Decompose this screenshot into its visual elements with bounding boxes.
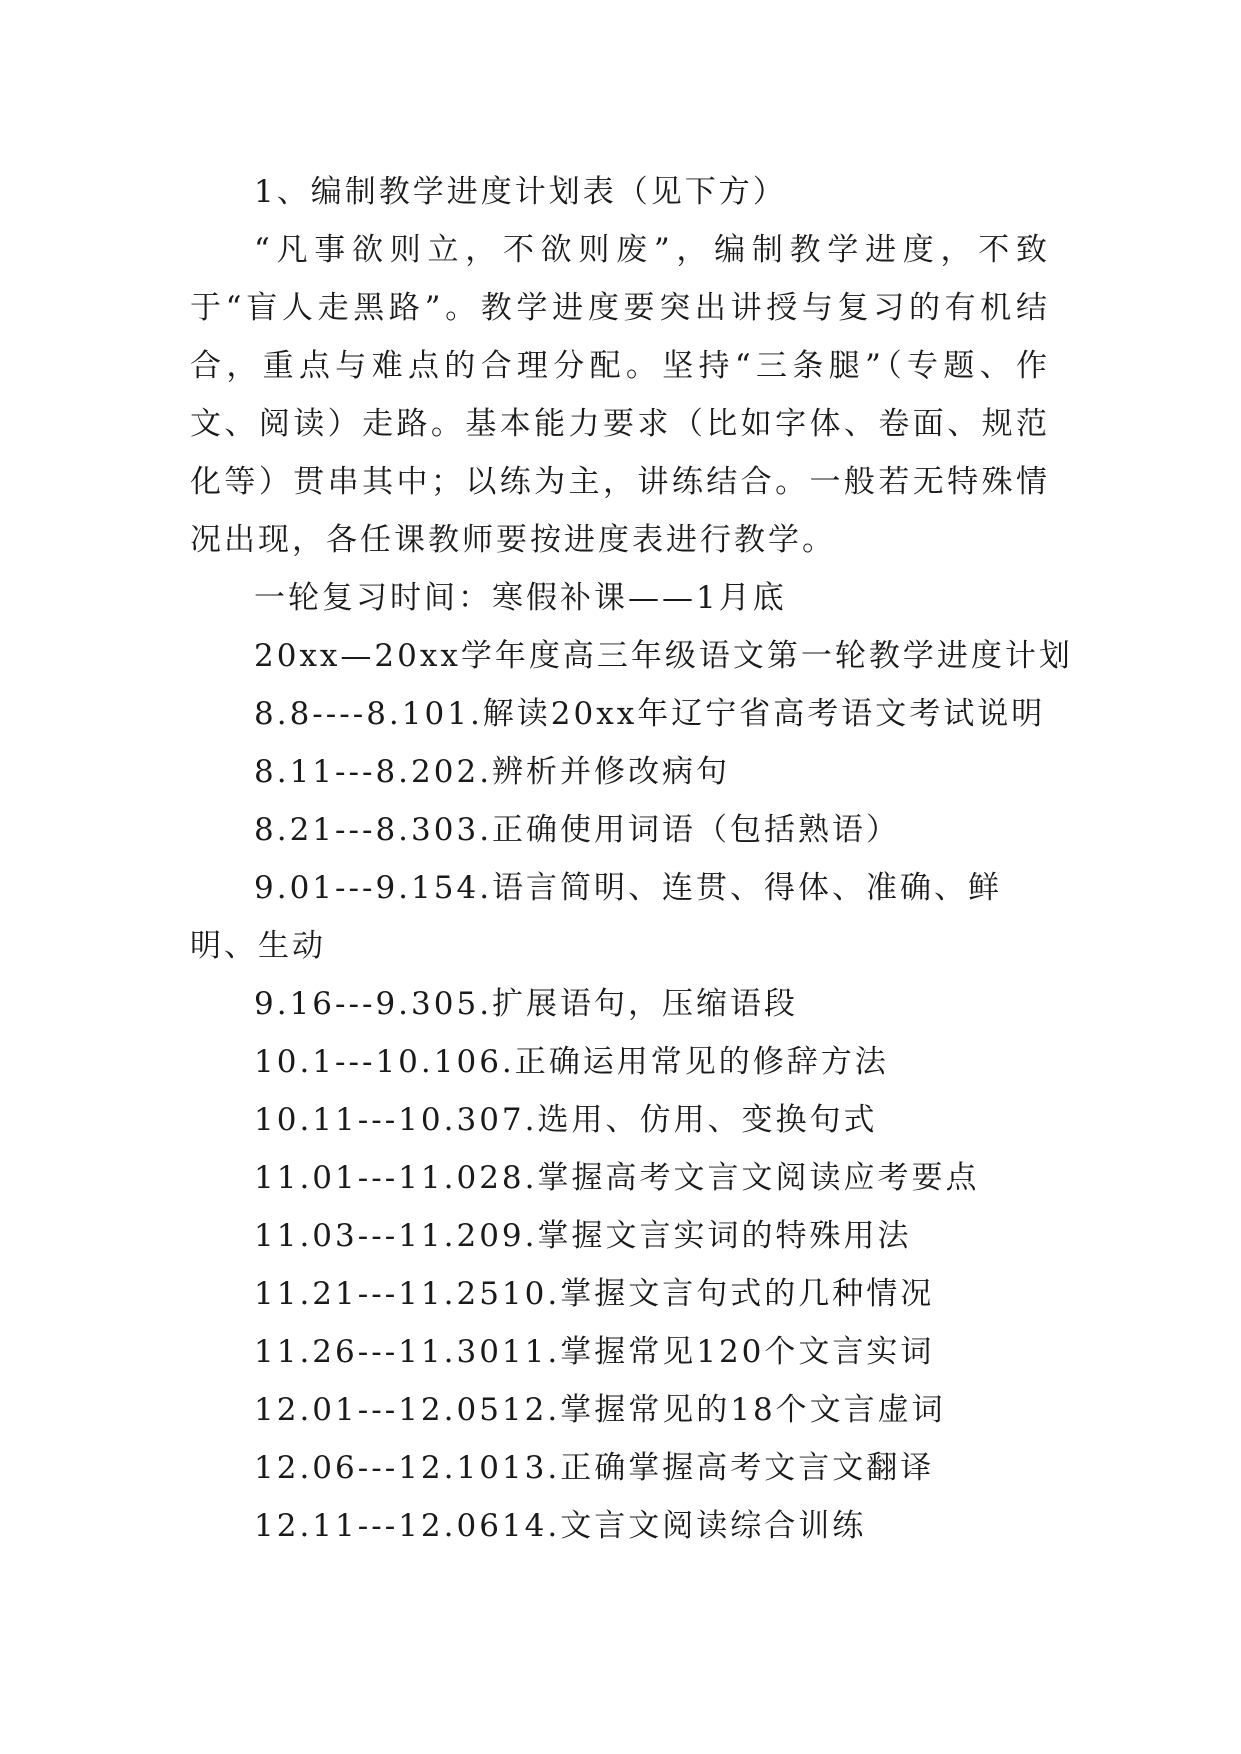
document-body — [190, 163, 1073, 1555]
schedule-item: 12.06---12.1013.正确掌握高考文言文翻译 — [254, 1450, 935, 1486]
schedule-item: 8.8----8.101.解读20xx年辽宁省高考语文考试说明 — [254, 696, 1046, 732]
review-time: 一轮复习时间：寒假补课——1月底 — [254, 580, 787, 616]
schedule-item: 12.11---12.0614.文言文阅读综合训练 — [254, 1508, 867, 1544]
schedule-item: 8.21---8.303.正确使用词语（包括熟语） — [254, 812, 901, 848]
schedule-item: 11.21---11.2510.掌握文言句式的几种情况 — [254, 1276, 935, 1312]
schedule-item: 10.11---10.307.选用、仿用、变换句式 — [254, 1102, 878, 1138]
intro-paragraph: “凡事欲则立，不欲则废”，编制教学进度，不致于“盲人走黑路”。教学进度要突出讲授与复习的有机结合，重点与难点的合理分配。坚持“三条腿”（专题、作文、阅读）走路。基本能力要求（比如字体、卷面、规范化等）贯串其中；以练为主，讲练结合。一般若无特殊情况出现，各任课教师要按进度表进行教学。 — [190, 232, 1050, 558]
section-heading: 1、编制教学进度计划表（见下方） — [254, 174, 787, 210]
plan-title: 20xx—20xx学年度高三年级语文第一轮教学进度计划 — [254, 638, 1073, 674]
schedule-item: 9.16---9.305.扩展语句，压缩语段 — [254, 986, 799, 1022]
schedule-item: 11.26---11.3011.掌握常见120个文言实词 — [254, 1334, 935, 1370]
schedule-item: 11.01---11.028.掌握高考文言文阅读应考要点 — [254, 1160, 980, 1196]
schedule-item: 12.01---12.0512.掌握常见的18个文言虚词 — [254, 1392, 946, 1428]
schedule-item: 10.1---10.106.正确运用常见的修辞方法 — [254, 1044, 889, 1080]
schedule-item: 9.01---9.154.语言简明、连贯、得体、准确、鲜明、生动 — [190, 870, 1003, 964]
schedule-item: 8.11---8.202.辨析并修改病句 — [254, 754, 731, 790]
schedule-list — [190, 685, 1050, 1555]
schedule-item: 11.03---11.209.掌握文言实词的特殊用法 — [254, 1218, 912, 1254]
